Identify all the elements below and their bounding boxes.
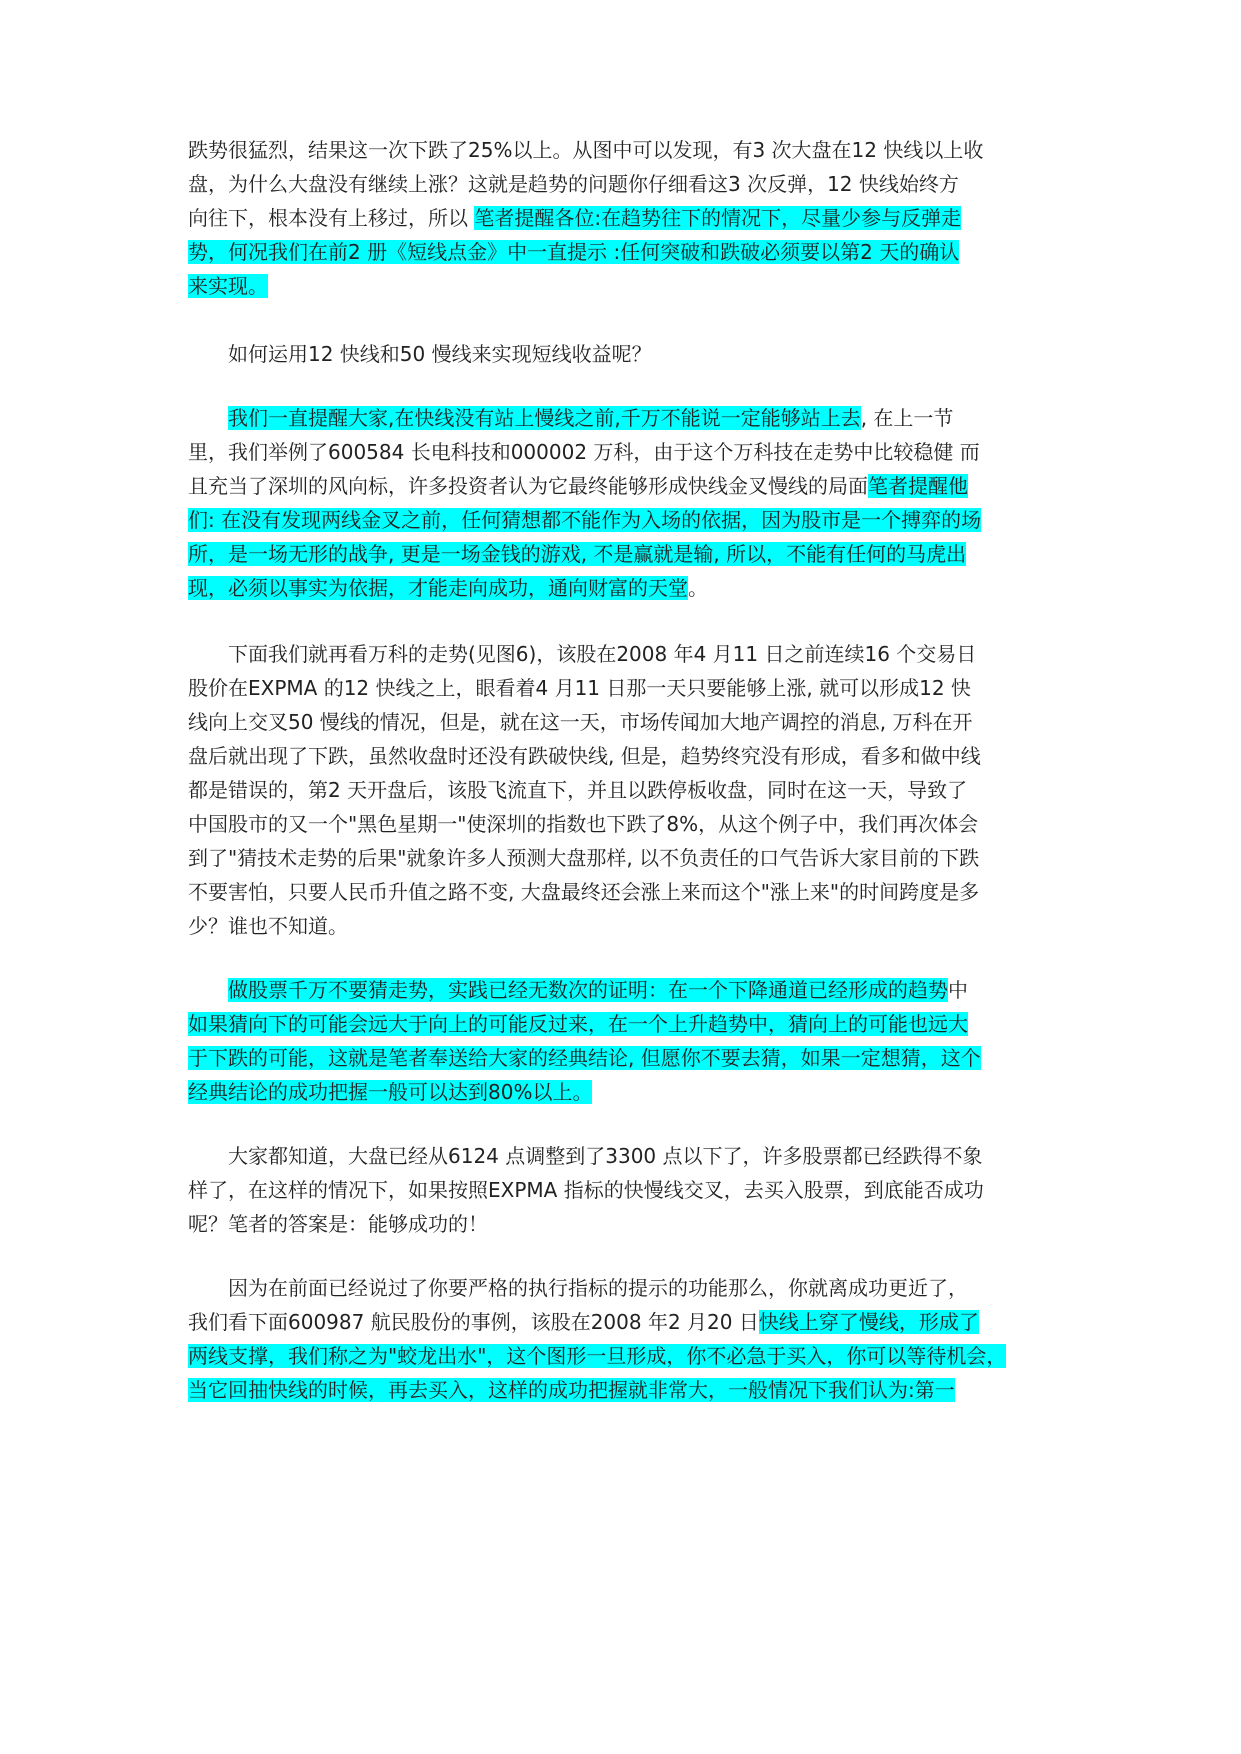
text-run: 跌势很猛烈，结果这一次下跌了25%以上。从图中可以发现，有3 次大盘在12 快线以上收 <box>188 138 984 162</box>
text-run: 我们看下面600987 航民股份的事例，该股在2008 年2 月20 日 <box>188 1310 759 1334</box>
text-line <box>188 508 981 536</box>
text-line <box>188 1178 984 1206</box>
text-line <box>228 1144 983 1172</box>
text-run: 向往下，根本没有上移过，所以 <box>188 206 475 230</box>
text-line <box>188 542 966 570</box>
text-line <box>188 710 973 738</box>
text-run: 股价在EXPMA 的12 快线之上，眼看着4 月11 日那一天只要能够上涨, 就可以形成12 快 <box>188 676 971 700</box>
text-line <box>188 846 979 874</box>
highlighted-text: 于下跌的可能，这就是笔者奉送给大家的经典结论, 但愿你不要去猜，如果一定想猜，这个 <box>188 1046 981 1070</box>
highlighted-text: 笔者提醒各位:在趋势往下的情况下，尽量少参与反弹走 <box>474 206 962 230</box>
text-line <box>188 474 968 502</box>
highlighted-text: 所，是一场无形的战争, 更是一场金钱的游戏, 不是赢就是输, 所以，不能有任何的马虎出 <box>188 542 967 566</box>
text-run: , 在上一节 <box>860 406 954 430</box>
text-run: 到了"猜技术走势的后果"就象许多人预测大盘那样, 以不负责任的口气告诉大家目前的下跌 <box>188 846 980 870</box>
text-line <box>188 240 959 268</box>
text-line <box>188 1012 968 1040</box>
highlighted-text: 来实现。 <box>188 274 268 298</box>
text-line <box>188 1080 592 1108</box>
text-line <box>188 274 268 302</box>
text-line <box>228 978 968 1006</box>
highlighted-text: 当它回抽快线的时候，再去买入，这样的成功把握就非常大，一般情况下我们认为:第一 <box>188 1378 955 1402</box>
text-run: 中国股市的又一个"黑色星期一"使深圳的指数也下跌了8%，从这个例子中，我们再次体会 <box>188 812 979 836</box>
text-run: 。 <box>688 576 708 600</box>
highlighted-text: 笔者提醒他 <box>868 474 968 498</box>
text-line <box>188 744 981 772</box>
highlighted-text: 经典结论的成功把握一般可以达到80%以上。 <box>188 1080 593 1104</box>
text-line <box>228 1276 968 1304</box>
highlighted-text: 我们一直提醒大家,在快线没有站上慢线之前,千万不能说一定能够站上去 <box>228 406 861 430</box>
highlighted-text: 现，必须以事实为依据，才能走向成功，通向财富的天堂 <box>188 576 688 600</box>
text-run: 盘，为什么大盘没有继续上涨？这就是趋势的问题你仔细看这3 次反弹，12 快线始终方 <box>188 172 959 196</box>
highlighted-text: 做股票千万不要猜走势，实践已经无数次的证明：在一个下降通道已经形成的趋势 <box>228 978 948 1002</box>
text-run: 中 <box>948 978 968 1002</box>
text-line <box>188 172 959 200</box>
text-line <box>188 576 708 604</box>
text-run: 因为在前面已经说过了你要严格的执行指标的提示的功能那么，你就离成功更近了， <box>228 1276 968 1300</box>
text-line <box>188 778 967 806</box>
highlighted-text: 如果猜向下的可能会远大于向上的可能反过来，在一个上升趋势中，猜向上的可能也远大 <box>188 1012 968 1036</box>
text-run: 少？谁也不知道。 <box>188 914 348 938</box>
text-line <box>188 440 980 468</box>
text-line <box>188 1046 981 1074</box>
text-run: 下面我们就再看万科的走势(见图6)，该股在2008 年4 月11 日之前连续16 个交易日 <box>228 642 977 666</box>
text-line <box>188 880 979 908</box>
text-run: 如何运用12 快线和50 慢线来实现短线收益呢？ <box>228 342 652 366</box>
text-run: 大家都知道，大盘已经从6124 点调整到了3300 点以下了，许多股票都已经跌得不象 <box>228 1144 983 1168</box>
text-run: 不要害怕，只要人民币升值之路不变, 大盘最终还会涨上来而这个"涨上来"的时间跨度是多 <box>188 880 980 904</box>
text-line <box>228 406 953 434</box>
text-line <box>188 206 961 234</box>
text-line <box>188 812 978 840</box>
highlighted-text: 势，何况我们在前2 册《短线点金》中一直提示 :任何突破和跌破必须要以第2 天的确认 <box>188 240 960 264</box>
text-line <box>228 642 976 670</box>
text-run: 线向上交叉50 慢线的情况，但是，就在这一天，市场传闻加大地产调控的消息, 万科在开 <box>188 710 973 734</box>
text-line <box>188 1212 488 1240</box>
text-line <box>188 1378 955 1406</box>
text-line <box>188 1310 979 1338</box>
highlighted-text: 两线支撑，我们称之为"蛟龙出水"，这个图形一旦形成，你不必急于买入，你可以等待机会， <box>188 1344 1007 1368</box>
text-run: 呢？笔者的答案是：能够成功的！ <box>188 1212 488 1236</box>
text-run: 盘后就出现了下跌，虽然收盘时还没有跌破快线, 但是，趋势终究没有形成，看多和做中线 <box>188 744 981 768</box>
text-line <box>188 914 348 942</box>
text-line <box>188 138 983 166</box>
text-line <box>188 1344 1006 1372</box>
text-run: 都是错误的，第2 天开盘后，该股飞流直下，并且以跌停板收盘，同时在这一天，导致了 <box>188 778 968 802</box>
highlighted-text: 们: 在没有发现两线金叉之前，任何猜想都不能作为入场的依据，因为股市是一个搏弈的场 <box>188 508 982 532</box>
text-run: 里，我们举例了600584 长电科技和000002 万科，由于这个万科技在走势中比较稳健 而 <box>188 440 980 464</box>
text-run: 且充当了深圳的风向标，许多投资者认为它最终能够形成快线金叉慢线的局面 <box>188 474 868 498</box>
highlighted-text: 快线上穿了慢线，形成了 <box>758 1310 979 1334</box>
text-run: 样了，在这样的情况下，如果按照EXPMA 指标的快慢线交叉，去买入股票，到底能否成功 <box>188 1178 984 1202</box>
text-line <box>228 342 652 370</box>
text-line <box>188 676 971 704</box>
